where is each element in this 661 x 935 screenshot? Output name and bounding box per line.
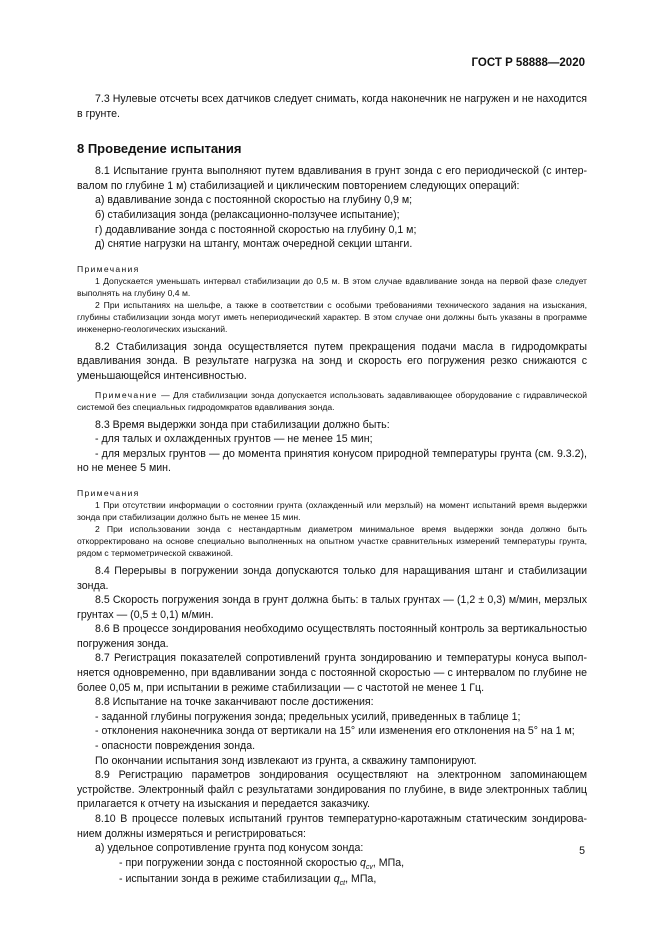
list-item: - заданной глубины погружения зонда; предельных усилий, приведенных в таблице 1; (95, 710, 521, 723)
list-item: г) додавливание зонда с постоянной скоростью на глубину 0,1 м; (95, 223, 417, 236)
paragraph-8-10: 8.10 В процессе полевых испытаний грунтов температурно-каротажным статическим зондированием должны измеряться и регистрироваться: (77, 813, 587, 840)
paragraph-7-3: 7.3 Нулевые отсчеты всех датчиков следует снимать, когда наконечник не нагружен и не находится в грунте. (77, 93, 587, 120)
document-code: ГОСТ Р 58888—2020 (471, 57, 585, 69)
paragraph-8-2: 8.2 Стабилизация зонда осуществляется путем прекращения подачи масла в гидродомкраты вдавливания зонда. В результате нагрузка на зонд и скорость его погружения резко снижаются с уменьшающейся интенсивностью. (77, 340, 587, 382)
document-body (77, 92, 587, 889)
note-item: 1 При отсутствии информации о состоянии грунта (охлажденный или мерзлый) на момент испытаний время выдержки зонда при стабилизации должно быть не менее 15 мин. (77, 499, 587, 522)
paragraph-8-1: 8.1 Испытание грунта выполняют путем вдавливания в грунт зонда с его периодической (с интервалом по глубине 1 м) стабилизацией и циклическим повторением следующих операций: (77, 165, 587, 192)
note-item: 1 Допускается уменьшать интервал стабилизации до 0,5 м. В этом случае вдавливание зонда на первой фазе следует выполнять на глубину 0,4 м. (77, 275, 587, 298)
paragraph-8-4: 8.4 Перерывы в погружении зонда допускаются только для наращивания штанг и стабилизации зонда. (77, 564, 587, 592)
list-item: - для талых и охлажденных грунтов — не менее 15 мин; (95, 433, 373, 446)
paragraph-8-6: 8.6 В процессе зондирования необходимо осуществлять постоянный контроль за вертикальностью погружения зонда. (77, 623, 587, 650)
list-item: - отклонения наконечника зонда от вертикали на 15° или изменения его отклонения на 5° на 1 м; (95, 725, 575, 738)
notes-title: Примечания (77, 263, 140, 274)
paragraph-8-9: 8.9 Регистрацию параметров зондирования осуществляют на электронном запоминающем устройстве. Электронный файл с результатами зондирования по глубине, в виде электронных таблиц прилагается к отчету на изыскания и передается заказчику. (77, 769, 587, 811)
note-text: — Для стабилизации зонда допускается использовать задавливающее оборудование с гидравлической системой без специальных гидродомкратов вдавливания зонда. (77, 389, 587, 412)
paragraph-8-5: 8.5 Скорость погружения зонда в грунт должна быть: в талых грунтах — (1,2 ± 0,3) м/мин, мерзлых грунтах — (0,5 ± 0,1) м/мин. (77, 594, 587, 621)
list-item: д) снятие нагрузки на штангу, монтаж очередной секции штанги. (95, 238, 413, 251)
note-label: Примечание (95, 389, 158, 400)
paragraph-8-8: 8.8 Испытание на точке заканчивают после достижения: (95, 696, 374, 709)
list-item: - для мерзлых грунтов — до момента принятия конусом природной температуры грунта (см. 9.3.2), но не менее 5 мин. (77, 447, 587, 475)
notes-title: Примечания (77, 487, 140, 498)
list-item: - опасности повреждения зонда. (95, 740, 256, 753)
page-number: 5 (579, 845, 585, 857)
paragraph-8-7: 8.7 Регистрация показателей сопротивлений грунта зондированию и температуры конуса выполняется одновременно, при вдавливании зонда с постоянной скоростью — с интервалом по глубине не более 0,05 м, при испытании в режиме стабилизации — с частотой не менее 1 Гц. (77, 652, 587, 694)
list-item: б) стабилизация зонда (релаксационно-ползучее испытание); (95, 208, 400, 221)
paragraph-8-3: 8.3 Время выдержки зонда при стабилизации должно быть: (95, 418, 390, 431)
sub-list-item: - при погружении зонда с постоянной скоростью $q_{cv}$, МПа, (119, 856, 405, 871)
note-item: 2 При использовании зонда с нестандартным диаметром минимальное время выдержки зонда должно быть откорректировано на основе специально выполненных на опытном участке сравнительных измерений температуры грунта, рядом с термометрической скважиной. (77, 523, 587, 558)
sub-list-item: - испытании зонда в режиме стабилизации $q_{ct}$, МПа, (119, 873, 377, 888)
note-item: 2 При испытаниях на шельфе, а также в соответствии с особыми требованиями технического задания на изыскания, глубины стабилизации зонда могут иметь непериодический характер. В этом случае они должны быть указаны в программе инженерно-геологических изысканий. (77, 299, 587, 334)
section-heading: 8 Проведение испытания (77, 141, 242, 157)
list-item: а) вдавливание зонда с постоянной скоростью на глубину 0,9 м; (95, 194, 413, 207)
paragraph-8-8-after: По окончании испытания зонд извлекают из грунта, а скважину тампонируют. (95, 754, 477, 767)
note-inline (77, 389, 587, 413)
list-item: а) удельное сопротивление грунта под конусом зонда: (95, 842, 364, 855)
